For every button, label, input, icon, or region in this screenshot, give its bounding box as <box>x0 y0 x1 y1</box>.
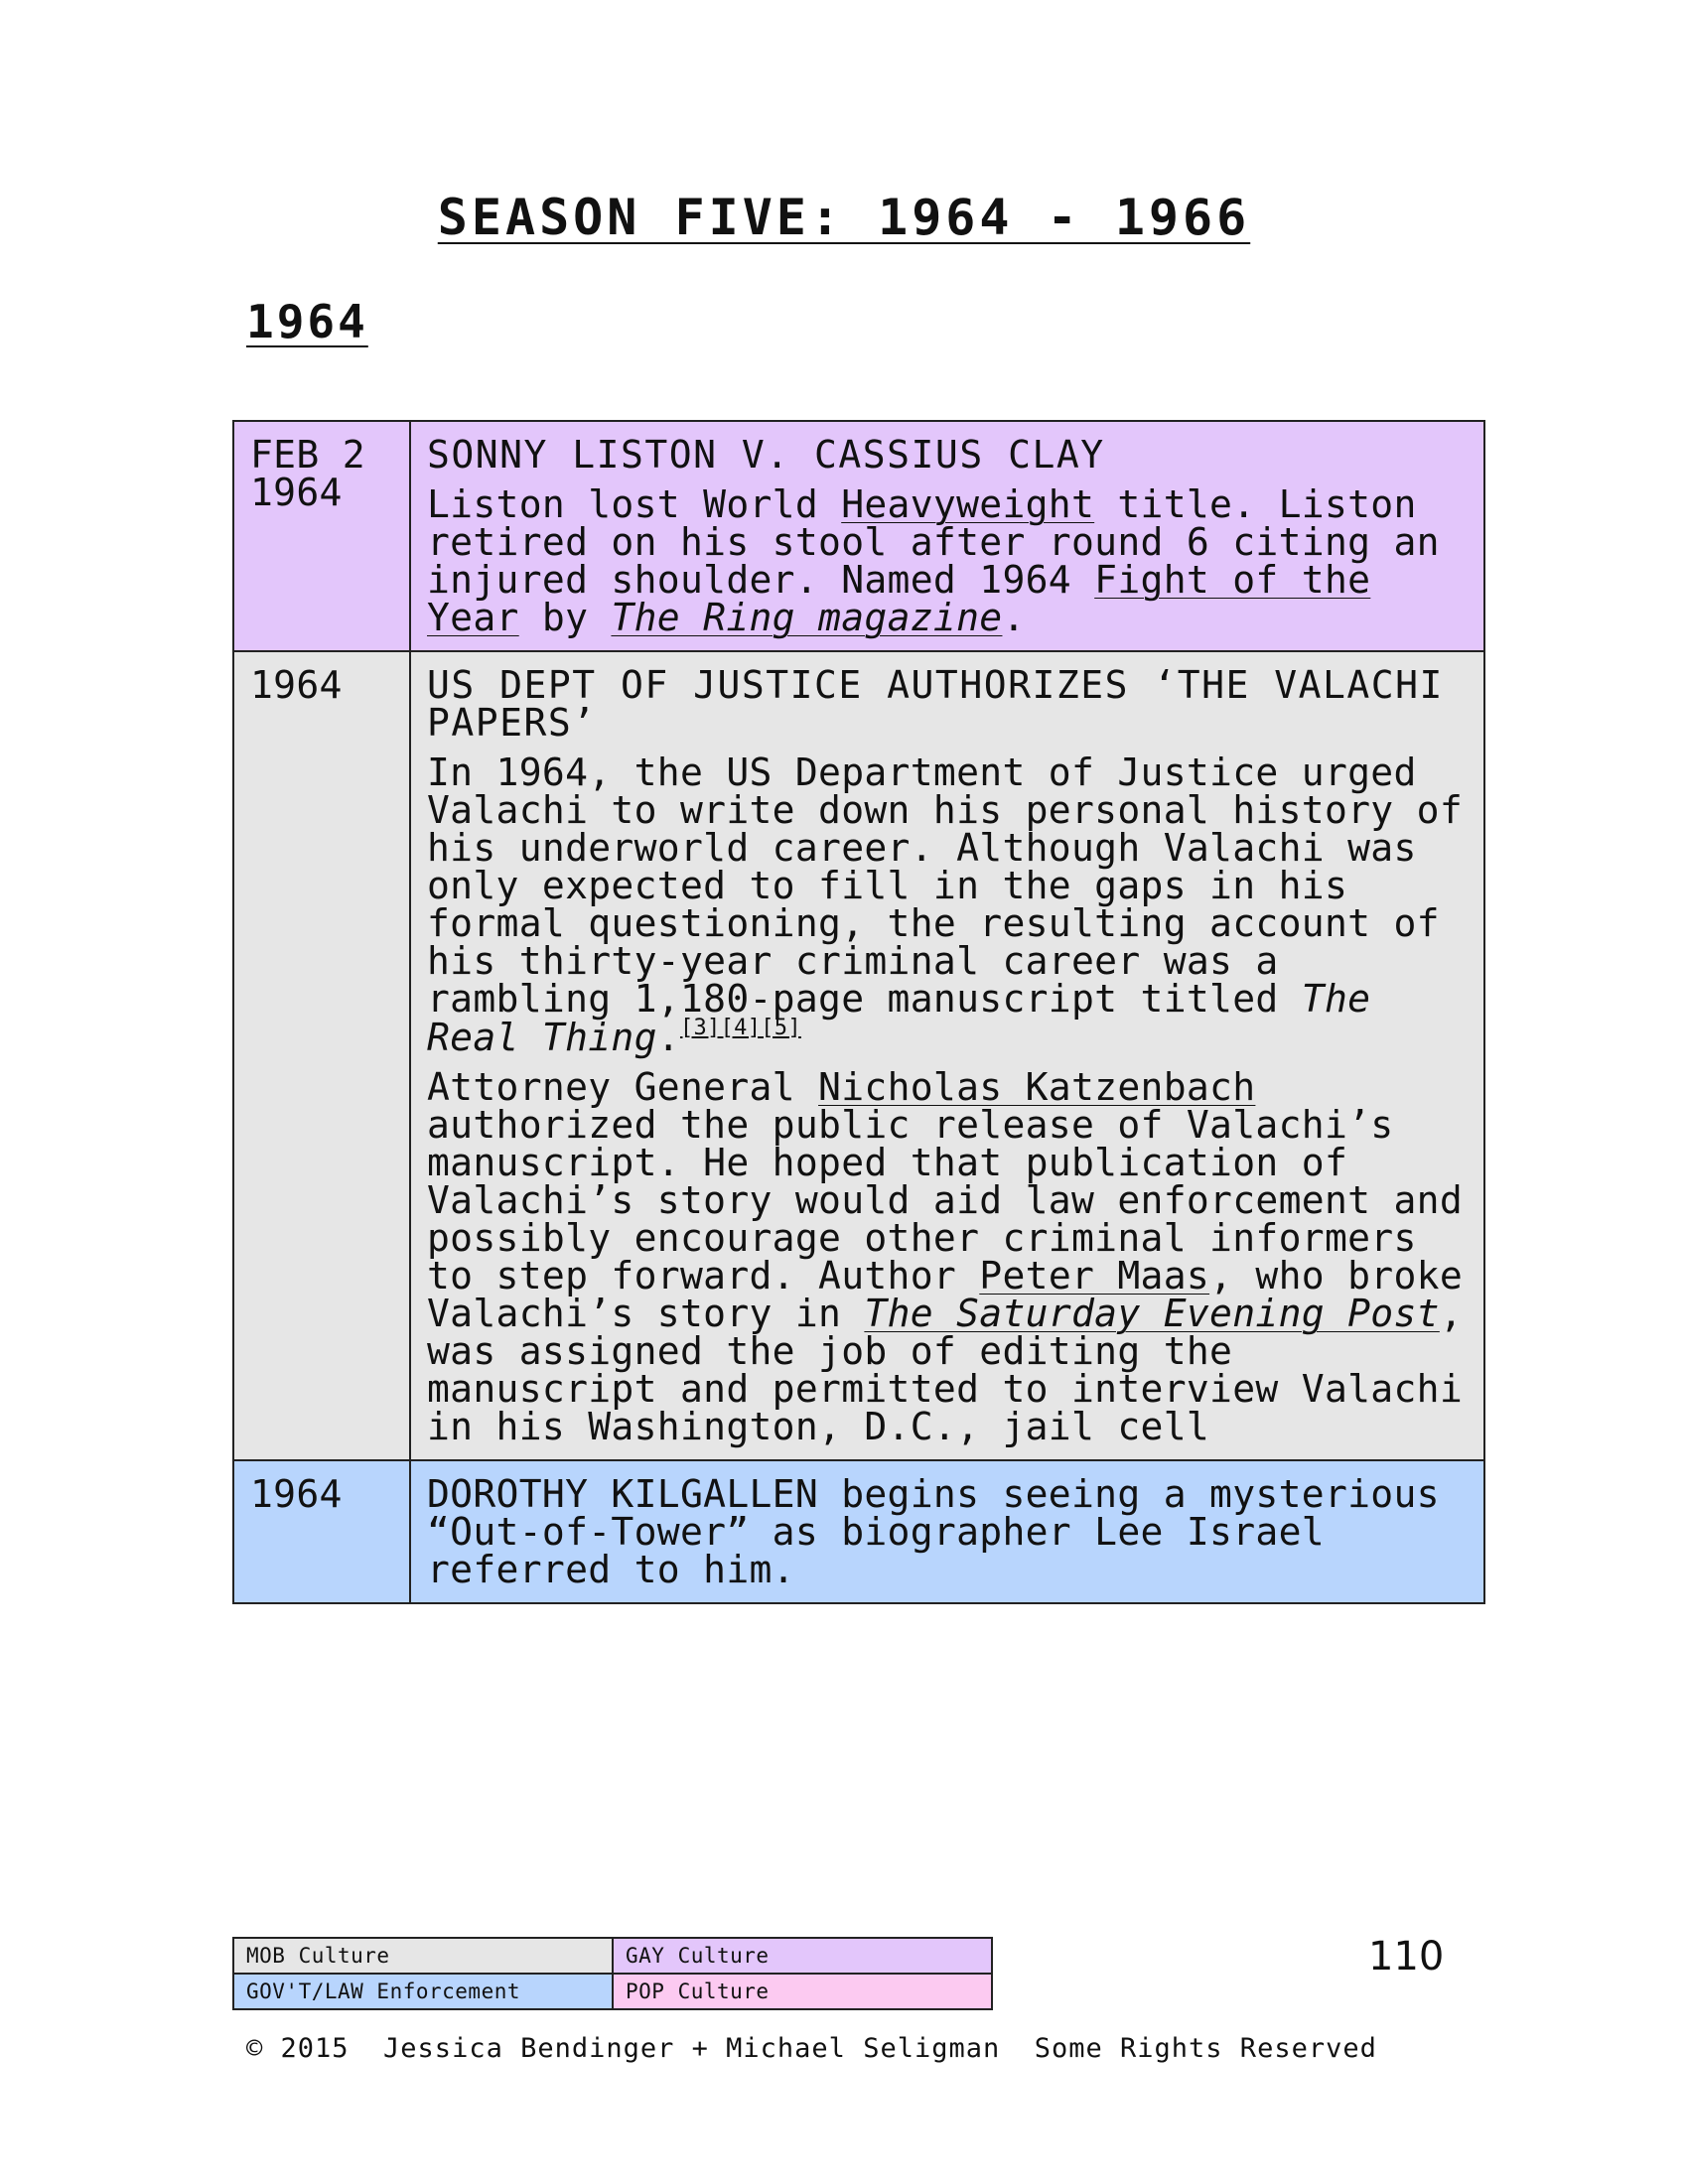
heavyweight-link[interactable]: Heavyweight <box>841 482 1095 526</box>
peter-maas-link[interactable]: Peter Maas <box>979 1254 1210 1297</box>
copyright-footer: © 2015 Jessica Bendinger + Michael Seligman Some Rights Reserved <box>246 2033 1377 2064</box>
the-real-thing-title: The Real Thing <box>427 977 1371 1059</box>
entry-paragraph: DOROTHY KILGALLEN begins seeing a mysterious “Out-of-Tower” as biographer Lee Israel referred to him. <box>427 1472 1440 1591</box>
entry-content <box>410 421 1484 651</box>
legend-gay-culture: GAY Culture <box>613 1938 992 1974</box>
timeline-table <box>232 420 1485 1604</box>
season-title <box>0 189 1688 246</box>
entry-title: SONNY LISTON V. CASSIUS CLAY <box>427 433 1105 477</box>
timeline-row-kilgallen <box>233 1460 1484 1603</box>
entry-title: US DEPT OF JUSTICE AUTHORIZES ‘THE VALACHI PAPERS’ <box>427 663 1444 745</box>
entry-date <box>233 1460 410 1603</box>
nicholas-katzenbach-link[interactable]: Nicholas Katzenbach <box>818 1065 1256 1109</box>
legend-pop-culture: POP Culture <box>613 1974 992 2009</box>
season-title-text: SEASON FIVE: 1964 - 1966 <box>437 189 1251 246</box>
entry-paragraph: In 1964, the US Department of Justice urged Valachi to write down his personal history of his underworld career. Although Valachi was only expected to fill in the gaps in his formal questioning, the resulting account of his thirty-year criminal career was a rambling 1,180-page manuscript titled The Real Thing.[3][4][5] <box>427 751 1464 1059</box>
entry-paragraph: Liston lost World Heavyweight title. Liston retired on his stool after round 6 citing an injured shoulder. Named 1964 Fight of the Year by The Ring magazine. <box>427 482 1440 639</box>
entry-content <box>410 1460 1484 1603</box>
category-legend <box>232 1937 993 2010</box>
fight-of-the-year-link[interactable]: Fight of the Year <box>427 558 1371 639</box>
the-ring-magazine-link[interactable]: The Ring magazine <box>611 596 1003 639</box>
timeline-row-liston-clay <box>233 421 1484 651</box>
entry-date <box>233 421 410 651</box>
entry-date <box>233 651 410 1460</box>
entry-paragraph: Attorney General Nicholas Katzenbach authorized the public release of Valachi’s manuscript. He hoped that publication of Valachi’s story would aid law enforcement and possibly encourage other criminal informers to step forward. Author Peter Maas, who broke Valachi’s story in The Saturday Evening Post, was assigned the job of editing the manuscript and permitted to interview Valachi in his Washington, D.C., jail cell <box>427 1065 1464 1448</box>
page-number: 110 <box>1368 1934 1445 1979</box>
timeline-row-valachi-papers <box>233 651 1484 1460</box>
legend-govt-law-enforcement: GOV'T/LAW Enforcement <box>233 1974 613 2009</box>
reference-links[interactable]: [3][4][5] <box>679 1016 801 1040</box>
year-heading: 1964 <box>246 295 368 348</box>
entry-date-line: 1964 <box>250 1472 343 1516</box>
saturday-evening-post-link[interactable]: The Saturday Evening Post <box>864 1292 1440 1335</box>
entry-content <box>410 651 1484 1460</box>
entry-date-line: 1964 <box>250 663 343 707</box>
legend-mob-culture: MOB Culture <box>233 1938 613 1974</box>
entry-date-line: FEB 2 <box>250 433 365 477</box>
entry-date-line: 1964 <box>250 471 343 514</box>
